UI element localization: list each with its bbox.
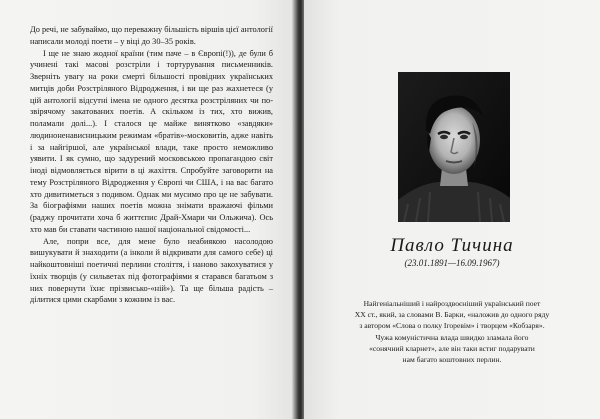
caption-line: нам багато коштовних перлин.: [402, 355, 502, 365]
paragraph-3: Але, попри все, для мене було неабиякою насолодою вишукувати й знаходити (а інколи й відкривати для самого себе) ці найкоштовніші поетичні перлини століття, і наново закохуватися у їхніх творців (у сильветах під фотографіями я старався багатьом з них повернути їхнє прізвисько-«ній»). Та ще більша радість – ділитися цими скарбами з кожним із вас.: [30, 236, 273, 305]
caption-line: з автором «Слова о полку Ігоревім» і творцем «Кобзаря».: [359, 321, 545, 331]
paragraph-2: І ще не знаю жодної країни (тим паче – в Європі(!)), де були б учинені такі масові розстріли і тортурування письменників. Зверніть увагу на роки смерті більшості провідних українських митців доби Розстріляного Відродження, і ви ще раз жахнетеся (у цій антології відсутні імена не одного десятка розстріляних чи по-звірячому закатованих поетів. А скільком із тих, хто вижив, поламали долі...). І сталося це майже винятково «завдяки» людиноненависницьким режимам «братів»-московитів, аджe навіть і за найгіршої, але української влади, таке просто неможливо уявити. І як сумно, що задурений московською пропагандою світ іноді відмовляється вірити в ці жахіття. Спробуйте заговорити на тему Розстріляного Відродження у Європі чи США, і на вас багато хто дивитиметься з подивом. Однак ми мусимо про це не забувати. За біографіями наших поетів можна знімати вражаючі фільми (раджу прочитати хоча б життєпис Драй-Хмари чи Ольжича). Ось хто мав би ставати частиною нашої національної свідомості...: [30, 48, 273, 234]
poet-caption: [324, 298, 580, 365]
paragraph-1: До речі, не забуваймо, що переважну більшість віршів цієї антології написали молоді поети – у віці до 30–35 років.: [30, 25, 273, 46]
caption-line: Чужа комуністична влада швидко зламала його: [375, 332, 529, 342]
portrait-image: [398, 72, 510, 222]
poet-life-dates: (23.01.1891—16.09.1967): [404, 258, 500, 268]
left-page: [0, 0, 296, 419]
poet-portrait-photo: [398, 72, 510, 222]
caption-line: XX ст., який, за словами В. Барки, «наложив до одного ряду: [354, 310, 550, 320]
caption-line: Найгеніальніший і найроздвоєніший український поет: [363, 299, 541, 308]
caption-line: «сонячний кларнет», але він таки встиг подарувати: [369, 343, 535, 353]
poet-name: Павло Тичина: [390, 235, 514, 256]
essay-text: [30, 24, 273, 306]
